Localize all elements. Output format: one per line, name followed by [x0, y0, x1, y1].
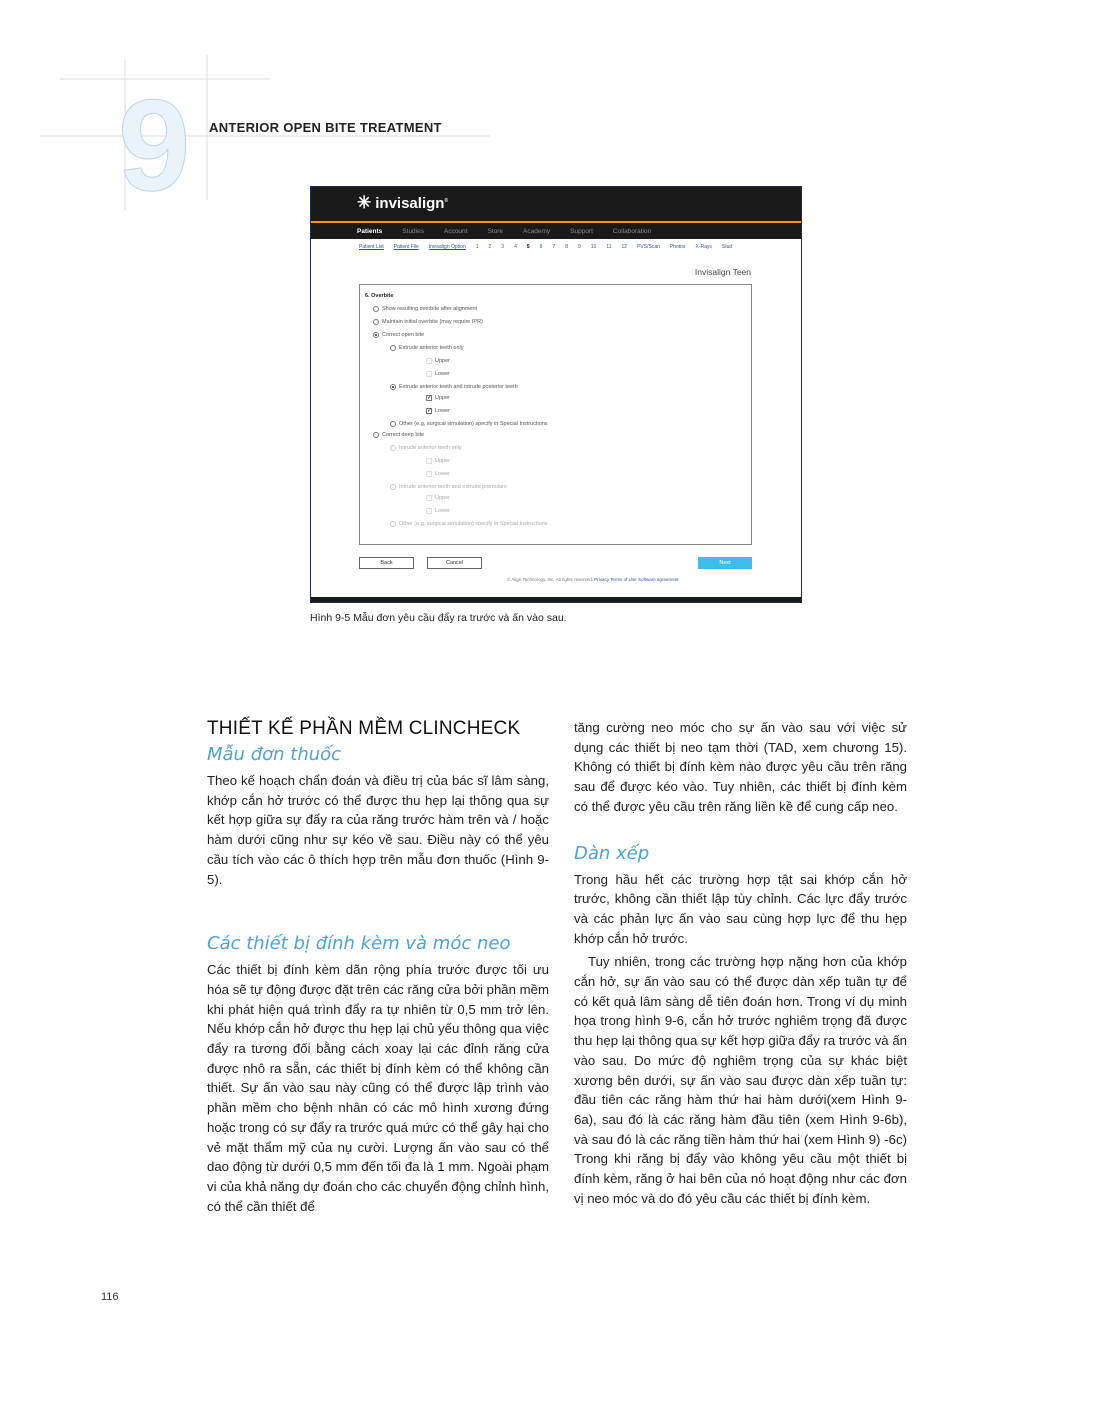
- section-heading: THIẾT KẾ PHẦN MỀM CLINCHECK: [207, 718, 521, 739]
- running-head: ANTERIOR OPEN BITE TREATMENT: [209, 120, 442, 135]
- radio-icon[interactable]: [390, 445, 396, 451]
- product-label: Invisalign Teen: [694, 267, 751, 277]
- step-pvs-scan[interactable]: PVS/Scan: [637, 244, 660, 250]
- nav-collaboration[interactable]: Collaboration: [612, 227, 652, 235]
- paragraph-staging-1: Trong hầu hết các trường hợp tật sai khớp cắn hở trước, không cần thiết lập tùy chỉnh. Các lực đẩy trước và các phản lực ấn vào sau cùng hợp lực để thu hẹp khớp cắn hở trước.: [574, 871, 907, 946]
- checkbox-upper[interactable]: Upper: [426, 458, 450, 464]
- option-correct-open-bite[interactable]: Correct open bite: [373, 332, 424, 338]
- radio-selected-icon[interactable]: [373, 332, 379, 338]
- overbite-form: [359, 284, 752, 545]
- checkbox-icon[interactable]: [426, 508, 432, 514]
- nav-patients[interactable]: Patients: [357, 227, 383, 235]
- step-invisalign-option[interactable]: Invisalign Option: [428, 244, 466, 250]
- figure-caption: Hình 9-5 Mẫu đơn yêu cầu đẩy ra trước và ấn vào sau.: [310, 612, 567, 624]
- checkbox-upper[interactable]: Upper: [426, 358, 450, 364]
- step-10[interactable]: 10: [590, 244, 597, 250]
- step-stud[interactable]: Stud: [721, 244, 733, 250]
- back-button[interactable]: Back: [359, 557, 414, 569]
- radio-icon[interactable]: [390, 521, 396, 527]
- step-1[interactable]: 1: [475, 244, 479, 250]
- step-xrays[interactable]: X-Rays: [695, 244, 712, 250]
- radio-icon[interactable]: [390, 345, 396, 351]
- option-intrude-extrude-premolars[interactable]: Intrude anterior teeth and extrude premolars: [390, 484, 507, 490]
- checkbox-icon[interactable]: [426, 495, 432, 501]
- checkbox-upper-checked[interactable]: ✓ Upper: [427, 395, 450, 401]
- step-6[interactable]: 6: [539, 244, 543, 250]
- checkbox-upper[interactable]: Upper: [426, 495, 450, 501]
- option-correct-deep-bite[interactable]: Correct deep bite: [373, 432, 424, 438]
- option-show-resulting[interactable]: Show resulting overbite after alignment: [373, 306, 477, 312]
- step-5[interactable]: 5: [526, 244, 530, 250]
- subheading-prescription: Mẫu đơn thuốc: [207, 744, 342, 765]
- step-9[interactable]: 9: [577, 244, 581, 250]
- checkbox-lower[interactable]: Lower: [426, 508, 450, 514]
- nav-academy[interactable]: Academy: [523, 227, 551, 235]
- checkbox-icon[interactable]: [426, 358, 432, 364]
- step-patient-file[interactable]: Patient File: [393, 244, 419, 250]
- option-intrude-anterior[interactable]: Intrude anterior teeth only: [390, 445, 462, 451]
- nav-account[interactable]: Account: [443, 227, 468, 235]
- step-8[interactable]: 8: [565, 244, 568, 250]
- app-header: [311, 187, 801, 221]
- option-extrude-intrude[interactable]: Extrude anterior teeth and intrude posterior teeth: [390, 384, 518, 390]
- bottom-bar: [311, 597, 801, 602]
- radio-icon[interactable]: [373, 306, 379, 312]
- step-nav: [311, 239, 801, 252]
- cancel-button[interactable]: Cancel: [427, 557, 482, 569]
- option-other-open[interactable]: Other (e.g. surgical simulation) specify in Special Instructions: [390, 421, 548, 427]
- checkbox-checked-icon[interactable]: ✓: [427, 395, 433, 401]
- checkbox-checked-icon[interactable]: ✓: [427, 408, 433, 414]
- radio-icon[interactable]: [390, 484, 396, 490]
- main-nav: [311, 223, 801, 239]
- privacy-link[interactable]: Privacy: [594, 577, 609, 582]
- copyright-text: © Align Technology, Inc. All rights reserved.: [507, 577, 593, 582]
- terms-link[interactable]: Terms of Use: [610, 577, 637, 582]
- step-patient-list[interactable]: Patient List: [359, 244, 384, 250]
- software-agreement-link[interactable]: Software agreement: [637, 577, 679, 582]
- section-title: 6. Overbite: [365, 293, 394, 299]
- invisalign-screenshot: [310, 186, 802, 603]
- step-photos[interactable]: Photos: [669, 244, 686, 250]
- checkbox-lower[interactable]: Lower: [426, 371, 450, 377]
- option-other-deep[interactable]: Other (e.g. surgical simulation) specify in Special Instructions: [390, 521, 548, 527]
- radio-icon[interactable]: [373, 319, 379, 325]
- page-number: 116: [101, 1291, 119, 1303]
- checkbox-icon[interactable]: [426, 471, 432, 477]
- logo-text: invisalign: [375, 195, 445, 212]
- step-12[interactable]: 12: [621, 244, 628, 250]
- nav-support[interactable]: Support: [570, 227, 593, 235]
- checkbox-lower[interactable]: Lower: [426, 471, 450, 477]
- paragraph-attachments-cont: tăng cường neo móc cho sự ấn vào sau với việc sử dụng các thiết bị neo tạm thời (TAD, xem chương 15). Không có thiết bị đính kèm nào được yêu cầu trên răng sau để được kéo vào. Tuy nhiên, các thiết bị đính kèm có thể được yêu cầu trên răng liền kề để cung cấp neo.: [574, 720, 907, 814]
- checkbox-icon[interactable]: [426, 458, 432, 464]
- radio-icon[interactable]: [390, 421, 396, 427]
- radio-icon[interactable]: [373, 432, 379, 438]
- step-7[interactable]: 7: [552, 244, 556, 250]
- paragraph-prescription: Theo kế hoạch chẩn đoán và điều trị của bác sĩ lâm sàng, khớp cắn hở trước có thể được thu hẹp lại thông qua sự kết hợp giữa sự đẩy ra của răng trước hàm trên và / hoặc hàm dưới cũng như sự kéo về sau. Điều này có thể yêu cầu tích vào các ô thích hợp trên mẫu đơn thuốc (Hình 9-5).: [207, 773, 549, 887]
- subheading-attachments: Các thiết bị đính kèm và móc neo: [207, 933, 511, 955]
- option-extrude-anterior[interactable]: Extrude anterior teeth only: [390, 345, 464, 351]
- checkbox-icon[interactable]: [426, 371, 432, 377]
- checkbox-lower-checked[interactable]: ✓ Lower: [427, 408, 450, 414]
- star-logo-icon: ✳: [357, 193, 372, 212]
- chapter-number: 9: [118, 72, 191, 218]
- invisalign-logo: ✳ invisalign®: [357, 193, 449, 212]
- nav-store[interactable]: Store: [487, 227, 504, 235]
- option-maintain-initial[interactable]: Maintain initial overbite (may require IPR): [373, 319, 483, 325]
- radio-selected-icon[interactable]: [390, 384, 396, 390]
- step-2[interactable]: 2: [488, 244, 492, 250]
- right-column: [574, 718, 907, 1208]
- next-button[interactable]: Next: [698, 557, 752, 569]
- paragraph-attachments: Các thiết bị đính kèm dãn rộng phía trước được tối ưu hóa sẽ tự động được đặt trên các răng cửa bởi phần mềm khi phát hiện quá trình đẩy ra tự nhiên từ 0,5 mm trở lên. Nếu khớp cắn hở được thu hẹp lại chủ yếu thông qua việc đẩy ra tương đối bằng cách xoay lại các đỉnh răng cửa được nhô ra sẵn, các thiết bị đính kèm có thể không cần thiết. Sự ấn vào sau này cũng có thể được lập trình vào phần mềm cho bệnh nhân có các mô hình xương đứng hoặc trong có sự đẩy ra trước quá mức có thể gây hại cho vẻ mặt thẩm mỹ của nụ cười. Lượng ấn vào sau có thể dao động từ dưới 0,5 mm đến tối đa là 1 mm. Ngoài phạm vi của khả năng dự đoán cho các chuyển động chỉnh hình, có thể cần thiết để: [207, 962, 549, 1214]
- step-3[interactable]: 3: [501, 244, 505, 250]
- step-11[interactable]: 11: [606, 244, 612, 250]
- app-footer: [507, 577, 678, 582]
- paragraph-staging-2: Tuy nhiên, trong các trường hợp nặng hơn của khớp cắn hở, sự ấn vào sau có thể được dàn xếp tuần tự để có kết quả lâm sàng dễ tiên đoán hơn. Trong ví dụ minh họa trong hình 9-6, cắn hở trước nghiêm trọng đã được thu hẹp lại thông qua sự kết hợp giữa đẩy ra trước và ấn vào sau. Do mức độ nghiêm trọng của sự khác biệt xương bên dưới, sự ấn vào sau được dàn xếp tuần tự: đầu tiên các răng hàm thứ hai hàm dưới(xem Hình 9-6a), sau đó là các răng hàm đầu tiên (xem Hình 9-6b), và sau đó là các răng tiền hàm thứ hai (xem Hình 9) -6c) Trong khi răng bị đẩy vào không yêu cầu một thiết bị đính kèm, răng ở hai bên của nó hoạt động như các đơn vị neo móc và do đó yêu cầu các thiết bị đính kèm.: [574, 954, 907, 1206]
- step-4[interactable]: 4: [514, 244, 517, 250]
- left-column: [207, 718, 549, 1216]
- nav-studies[interactable]: Studies: [402, 227, 424, 235]
- subheading-staging: Dàn xếp: [574, 842, 650, 864]
